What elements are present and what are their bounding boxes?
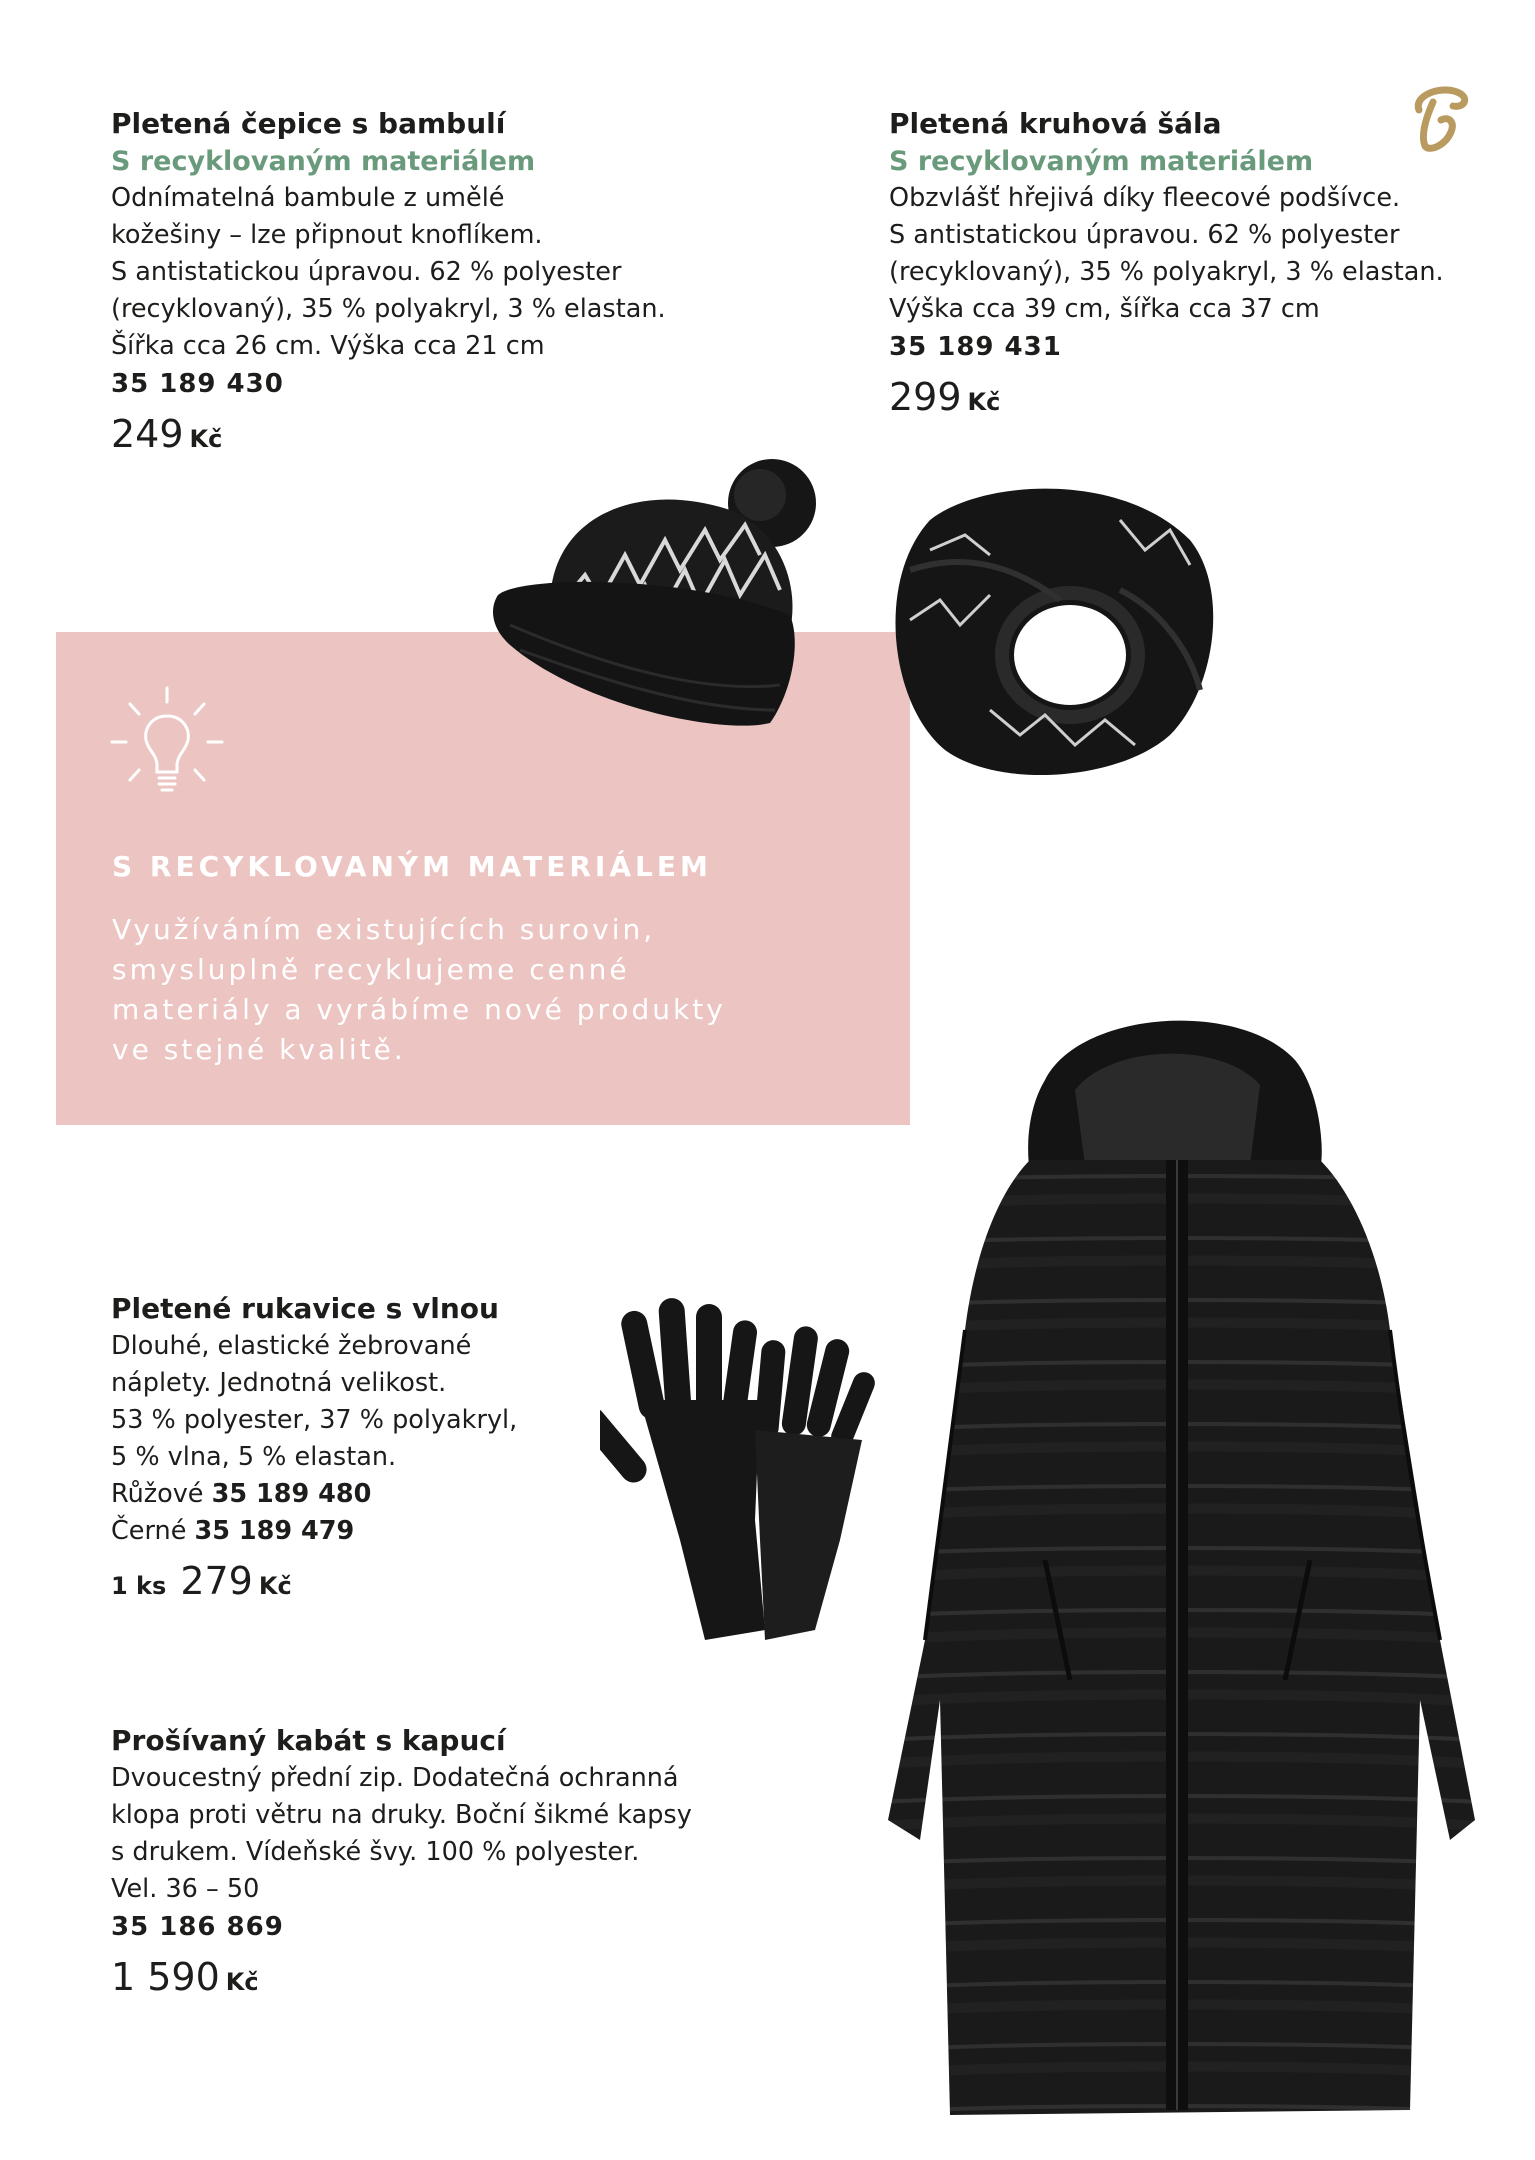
scarf-subtitle: S recyklovaným materiálem <box>889 146 1314 177</box>
hat-desc-line: Odnímatelná bambule z umělé <box>111 183 505 213</box>
hat-desc-line: (recyklovaný), 35 % polyakryl, 3 % elastan. <box>111 294 666 324</box>
gloves-desc-line: 5 % vlna, 5 % elastan. <box>111 1442 397 1472</box>
coat-desc-line: Dvoucestný přední zip. Dodatečná ochranná <box>111 1763 679 1793</box>
info-text-line: Využíváním existujících surovin, <box>112 913 656 946</box>
scarf-desc-line: Výška cca 39 cm, šířka cca 37 cm <box>889 294 1320 324</box>
hat-desc-line: S antistatickou úpravou. 62 % polyester <box>111 257 622 287</box>
lightbulb-icon <box>108 686 226 804</box>
coat-title: Prošívaný kabát s kapucí <box>111 1724 506 1757</box>
hat-desc-line: kožešiny – lze připnout knoflíkem. <box>111 220 543 250</box>
hat-currency: Kč <box>189 425 223 453</box>
gloves-variant-pink-label: Růžové <box>111 1479 204 1509</box>
hat-title: Pletená čepice s bambulí <box>111 107 506 140</box>
gloves-currency: Kč <box>258 1572 292 1600</box>
scarf-desc-line: (recyklovaný), 35 % polyakryl, 3 % elastan. <box>889 257 1444 287</box>
product-coat <box>111 1722 692 2007</box>
gloves-desc-line: náplety. Jednotná velikost. <box>111 1368 447 1398</box>
scarf-price-value: 299 <box>889 375 962 419</box>
hat-subtitle: S recyklovaným materiálem <box>111 146 536 177</box>
coat-price <box>111 1952 692 2007</box>
knit-hat-image <box>490 455 830 775</box>
gloves-desc-line: Dlouhé, elastické žebrované <box>111 1331 472 1361</box>
gloves-desc-line: 53 % polyester, 37 % polyakryl, <box>111 1405 518 1435</box>
hat-price-value: 249 <box>111 412 184 456</box>
infinity-scarf-image <box>870 460 1230 790</box>
coat-code: 35 186 869 <box>111 1912 284 1942</box>
scarf-price <box>889 372 1444 427</box>
scarf-desc-line: Obzvlášť hřejivá díky fleecové podšívce. <box>889 183 1401 213</box>
scarf-currency: Kč <box>967 388 1001 416</box>
product-scarf <box>889 105 1444 427</box>
gloves-qty: 1 ks <box>111 1572 167 1600</box>
gloves-variant-pink <box>111 1476 517 1513</box>
knit-gloves-image <box>600 1290 885 1670</box>
info-text-line: materiály a vyrábíme nové produkty <box>112 993 726 1026</box>
gloves-variant-pink-code: 35 189 480 <box>211 1479 372 1509</box>
scarf-code: 35 189 431 <box>889 332 1062 362</box>
gloves-variant-black-code: 35 189 479 <box>194 1516 355 1546</box>
gloves-variant-black-label: Černé <box>111 1516 187 1546</box>
info-text <box>112 910 726 1070</box>
scarf-title: Pletená kruhová šála <box>889 107 1222 140</box>
coat-desc-line: klopa proti větru na druky. Boční šikmé kapsy <box>111 1800 692 1830</box>
hat-desc-line: Šířka cca 26 cm. Výška cca 21 cm <box>111 331 545 361</box>
info-text-line: ve stejné kvalitě. <box>112 1033 406 1066</box>
gloves-variant-black <box>111 1513 517 1550</box>
scarf-desc-line: S antistatickou úpravou. 62 % polyester <box>889 220 1400 250</box>
hat-code: 35 189 430 <box>111 369 284 399</box>
gloves-title: Pletené rukavice s vlnou <box>111 1292 499 1325</box>
quilted-coat-image <box>880 1000 1480 2140</box>
product-gloves <box>111 1290 517 1611</box>
info-text-line: smysluplně recyklujeme cenné <box>112 953 630 986</box>
info-title: S RECYKLOVANÝM MATERIÁLEM <box>112 850 712 883</box>
coat-desc-line: s drukem. Vídeňské švy. 100 % polyester. <box>111 1837 640 1867</box>
coat-price-value: 1 590 <box>111 1955 220 1999</box>
coat-currency: Kč <box>225 1968 259 1996</box>
coat-desc-line: Vel. 36 – 50 <box>111 1874 260 1904</box>
product-hat <box>111 105 666 464</box>
gloves-price-value: 279 <box>180 1559 253 1603</box>
gloves-price <box>111 1556 517 1611</box>
